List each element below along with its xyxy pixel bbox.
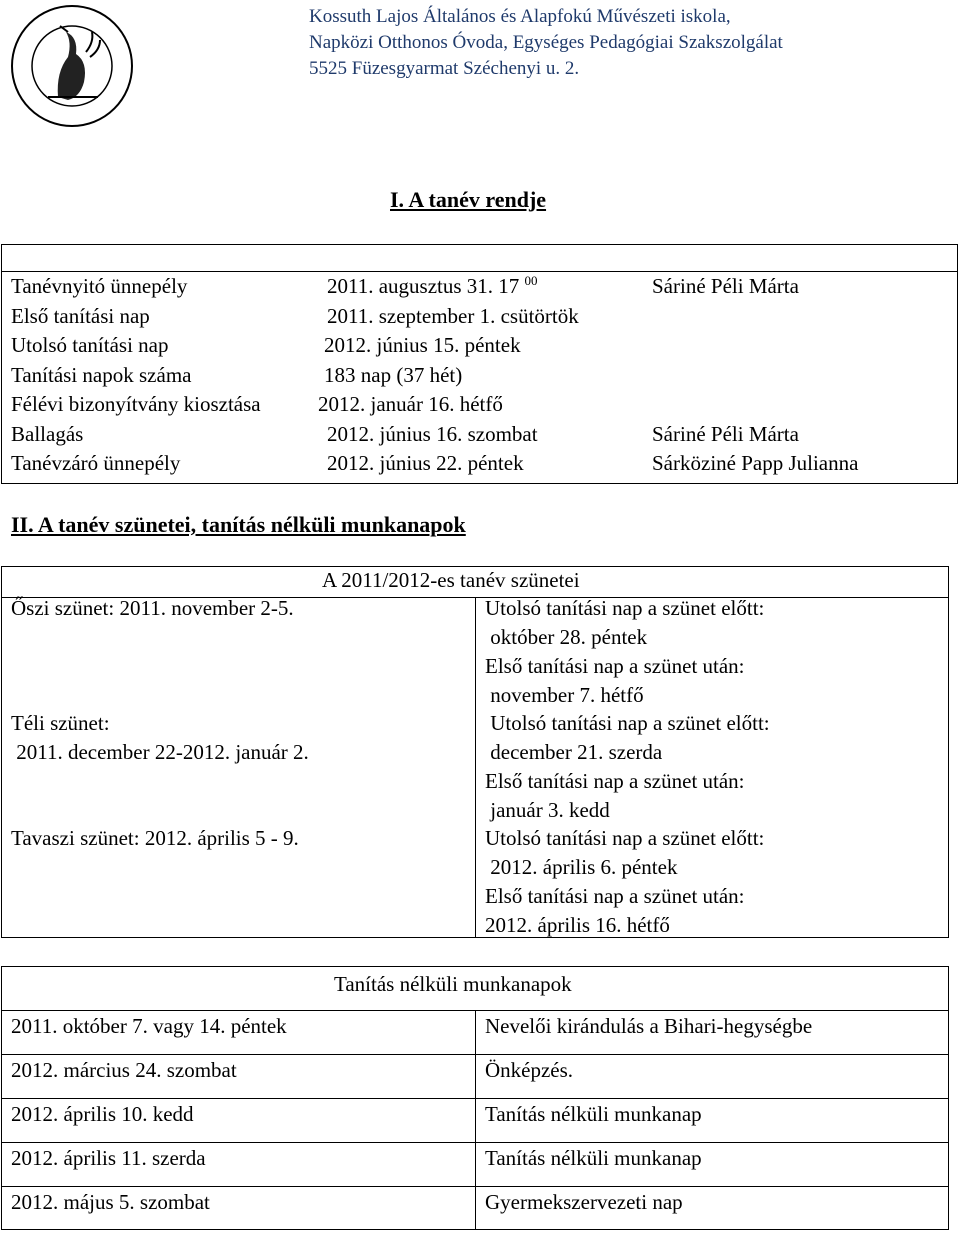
workday-description: Gyermekszervezeti nap <box>485 1190 683 1214</box>
workday-date: 2012. május 5. szombat <box>11 1190 210 1214</box>
break-name: 2011. december 22-2012. január 2. <box>11 740 309 764</box>
table-divider <box>475 597 476 937</box>
event-name: Utolsó tanítási nap <box>11 333 169 357</box>
event-time-superscript: 00 <box>524 273 538 288</box>
break-detail: Utolsó tanítási nap a szünet előtt: <box>485 826 765 850</box>
responsible-person: Sáriné Péli Márta <box>652 421 799 446</box>
event-name: Tanítási napok száma <box>11 362 192 387</box>
table-divider <box>2 1186 948 1187</box>
event-date <box>327 302 579 331</box>
event-date-text: 2011. szeptember 1. csütörtök <box>327 303 579 328</box>
event-date <box>327 420 538 449</box>
break-detail: Utolsó tanítási nap a szünet előtt: <box>485 596 765 620</box>
school-header <box>309 4 783 82</box>
break-detail: 2012. április 16. hétfő <box>485 913 670 937</box>
workday-description: Önképzés. <box>485 1058 574 1082</box>
break-detail: 2012. április 6. péntek <box>485 855 678 879</box>
workday-date: 2012. április 11. szerda <box>11 1146 206 1170</box>
event-date-text: 2012. január 16. hétfő <box>318 392 503 416</box>
event-date <box>327 449 524 478</box>
school-address: 5525 Füzesgyarmat Széchenyi u. 2. <box>309 58 580 79</box>
responsible-person: Sárköziné Papp Julianna <box>652 451 859 475</box>
break-detail: Első tanítási nap a szünet után: <box>485 884 745 908</box>
break-detail: Utolsó tanítási nap a szünet előtt: <box>485 711 770 735</box>
break-detail: Első tanítási nap a szünet után: <box>485 769 745 793</box>
workdays-title: Tanítás nélküli munkanapok <box>334 972 572 996</box>
break-detail: október 28. péntek <box>485 625 648 649</box>
school-seal-logo <box>8 2 136 130</box>
break-name: Őszi szünet: 2011. november 2-5. <box>11 596 294 620</box>
school-name-line1: Kossuth Lajos Általános és Alapfokú Művészeti iskola, <box>309 6 731 27</box>
event-name: Első tanítási nap <box>11 303 150 328</box>
event-name: Félévi bizonyítvány kiosztása <box>11 392 261 416</box>
table-divider <box>2 1054 948 1055</box>
event-date-text: 2012. június 16. szombat <box>327 421 538 446</box>
break-name: Téli szünet: <box>11 711 110 735</box>
school-name-line2: Napközi Otthonos Óvoda, Egységes Pedagógiai Szakszolgálat <box>309 32 783 53</box>
workday-description: Tanítás nélküli munkanap <box>485 1146 702 1170</box>
workday-description: Tanítás nélküli munkanap <box>485 1102 702 1126</box>
breaks-title: A 2011/2012-es tanév szünetei <box>322 568 580 592</box>
section1-title: I. A tanév rendje <box>390 187 547 212</box>
event-date <box>324 361 462 390</box>
table-divider <box>2 1098 948 1099</box>
break-detail: november 7. hétfő <box>485 683 644 707</box>
table-divider <box>2 1010 948 1011</box>
responsible-person: Sáriné Péli Márta <box>652 274 799 298</box>
event-date-text: 183 nap (37 hét) <box>324 362 463 387</box>
table-divider <box>475 1010 476 1229</box>
break-detail: január 3. kedd <box>485 798 610 822</box>
event-name: Tanévnyitó ünnepély <box>11 274 188 298</box>
section2-title: II. A tanév szünetei, tanítás nélküli munkanapok <box>11 512 466 537</box>
break-detail: december 21. szerda <box>485 740 663 764</box>
workday-date: 2012. április 10. kedd <box>11 1102 194 1126</box>
event-date <box>327 272 538 301</box>
table-divider <box>2 1142 948 1143</box>
event-date-text: 2011. augusztus 31. 17 <box>327 274 520 298</box>
workday-date: 2012. március 24. szombat <box>11 1058 237 1082</box>
break-detail: Első tanítási nap a szünet után: <box>485 654 745 678</box>
event-name: Ballagás <box>11 421 84 446</box>
break-name: Tavaszi szünet: 2012. április 5 - 9. <box>11 826 299 850</box>
event-date <box>318 390 503 419</box>
event-date <box>324 331 521 360</box>
event-date-text: 2012. június 15. péntek <box>324 333 521 357</box>
event-name: Tanévzáró ünnepély <box>11 451 181 475</box>
workday-date: 2011. október 7. vagy 14. péntek <box>11 1014 287 1038</box>
workday-description: Nevelői kirándulás a Bihari-hegységbe <box>485 1014 813 1038</box>
event-date-text: 2012. június 22. péntek <box>327 451 524 475</box>
